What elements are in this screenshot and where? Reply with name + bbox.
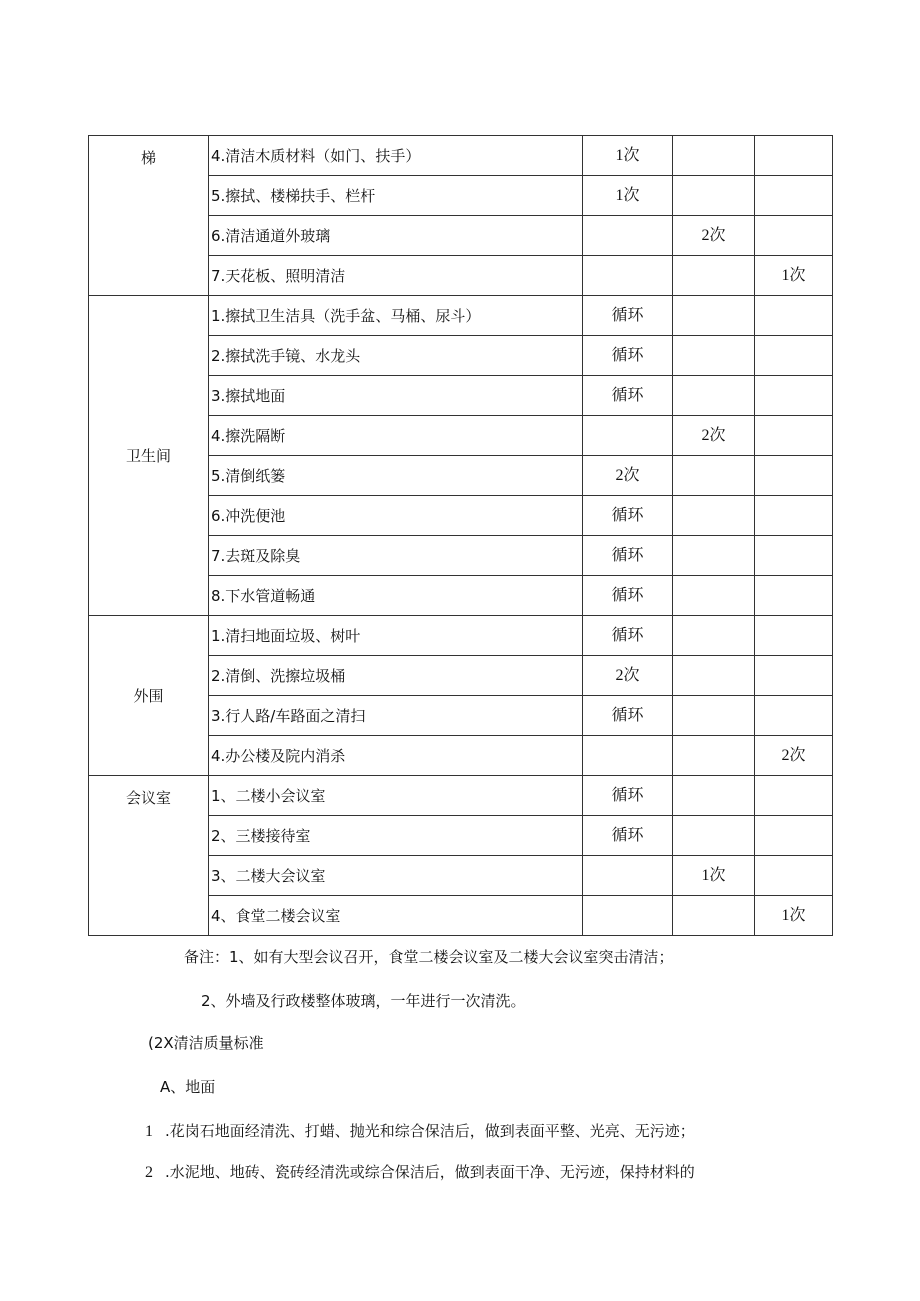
frequency-cell-3: 2次: [755, 736, 833, 776]
frequency-cell-1: 循环: [583, 696, 673, 736]
paragraph-2-number: 2: [145, 1164, 153, 1181]
note-line-1: 备注：1、如有大型会议召开，食堂二楼会议室及二楼大会议室突击清洁；: [184, 948, 674, 966]
table-row: [89, 136, 833, 176]
item-cell: 5.清倒纸篓: [209, 456, 583, 496]
frequency-cell-2: [673, 136, 755, 176]
frequency-cell-2: [673, 296, 755, 336]
area-cell: 会议室: [89, 776, 209, 936]
frequency-cell-1: [583, 896, 673, 936]
frequency-cell-3: 1次: [755, 256, 833, 296]
frequency-cell-2: [673, 456, 755, 496]
item-cell: 1.擦拭卫生洁具（洗手盆、马桶、尿斗）: [209, 296, 583, 336]
frequency-cell-3: [755, 416, 833, 456]
paragraph-1: [145, 1120, 695, 1141]
item-cell: 2.擦拭洗手镜、水龙头: [209, 336, 583, 376]
frequency-cell-3: [755, 296, 833, 336]
frequency-cell-2: [673, 776, 755, 816]
frequency-cell-2: [673, 696, 755, 736]
frequency-cell-2: [673, 176, 755, 216]
frequency-cell-2: [673, 656, 755, 696]
frequency-cell-2: [673, 336, 755, 376]
item-cell: 3.行人路/车路面之清扫: [209, 696, 583, 736]
frequency-cell-3: [755, 176, 833, 216]
item-cell: 8.下水管道畅通: [209, 576, 583, 616]
item-cell: 2、三楼接待室: [209, 816, 583, 856]
item-cell: 3.擦拭地面: [209, 376, 583, 416]
frequency-cell-3: [755, 336, 833, 376]
frequency-cell-2: [673, 376, 755, 416]
frequency-cell-2: [673, 896, 755, 936]
frequency-cell-1: [583, 256, 673, 296]
frequency-cell-1: 2次: [583, 456, 673, 496]
frequency-cell-1: 循环: [583, 496, 673, 536]
frequency-cell-3: [755, 216, 833, 256]
frequency-cell-2: [673, 816, 755, 856]
frequency-cell-1: [583, 736, 673, 776]
frequency-cell-1: 循环: [583, 536, 673, 576]
frequency-cell-1: [583, 856, 673, 896]
frequency-cell-1: 循环: [583, 376, 673, 416]
item-cell: 4.清洁木质材料（如门、扶手）: [209, 136, 583, 176]
section-heading: (2X清洁质量标准: [148, 1034, 264, 1052]
frequency-cell-2: [673, 256, 755, 296]
area-cell: 卫生间: [89, 296, 209, 616]
item-cell: 3、二楼大会议室: [209, 856, 583, 896]
frequency-cell-2: [673, 576, 755, 616]
item-cell: 1.清扫地面垃圾、树叶: [209, 616, 583, 656]
frequency-cell-2: 2次: [673, 216, 755, 256]
table-row: [89, 616, 833, 656]
paragraph-2-text: .水泥地、地砖、瓷砖经清洗或综合保洁后，做到表面干净、无污迹，保持材料的: [165, 1163, 695, 1181]
item-cell: 4.办公楼及院内消杀: [209, 736, 583, 776]
frequency-cell-3: [755, 816, 833, 856]
frequency-cell-1: [583, 216, 673, 256]
frequency-cell-3: [755, 496, 833, 536]
table-body: [89, 136, 833, 936]
frequency-cell-2: [673, 616, 755, 656]
section-subheading: A、地面: [160, 1078, 216, 1096]
frequency-cell-3: [755, 656, 833, 696]
item-cell: 2.清倒、洗擦垃圾桶: [209, 656, 583, 696]
item-cell: 7.去斑及除臭: [209, 536, 583, 576]
area-cell: 梯: [89, 136, 209, 296]
frequency-cell-1: 1次: [583, 176, 673, 216]
frequency-cell-2: [673, 736, 755, 776]
table-row: [89, 776, 833, 816]
cleaning-schedule-table: [88, 135, 833, 936]
frequency-cell-1: 循环: [583, 816, 673, 856]
frequency-cell-3: [755, 576, 833, 616]
item-cell: 4.擦洗隔断: [209, 416, 583, 456]
frequency-cell-3: [755, 456, 833, 496]
frequency-cell-3: [755, 856, 833, 896]
frequency-cell-1: [583, 416, 673, 456]
frequency-cell-2: 2次: [673, 416, 755, 456]
table-row: [89, 296, 833, 336]
frequency-cell-1: 循环: [583, 296, 673, 336]
frequency-cell-1: 循环: [583, 576, 673, 616]
paragraph-1-number: 1: [145, 1123, 153, 1140]
item-cell: 6.冲洗便池: [209, 496, 583, 536]
frequency-cell-1: 2次: [583, 656, 673, 696]
item-cell: 5.擦拭、楼梯扶手、栏杆: [209, 176, 583, 216]
frequency-cell-1: 循环: [583, 616, 673, 656]
frequency-cell-2: 1次: [673, 856, 755, 896]
item-cell: 6.清洁通道外玻璃: [209, 216, 583, 256]
frequency-cell-3: [755, 376, 833, 416]
frequency-cell-3: [755, 696, 833, 736]
paragraph-2: [145, 1161, 695, 1182]
frequency-cell-1: 循环: [583, 776, 673, 816]
frequency-cell-3: [755, 136, 833, 176]
frequency-cell-2: [673, 536, 755, 576]
note-line-2: 2、外墙及行政楼整体玻璃，一年进行一次清洗。: [201, 992, 526, 1010]
frequency-cell-3: 1次: [755, 896, 833, 936]
frequency-cell-3: [755, 776, 833, 816]
frequency-cell-1: 循环: [583, 336, 673, 376]
frequency-cell-3: [755, 536, 833, 576]
frequency-cell-3: [755, 616, 833, 656]
frequency-cell-1: 1次: [583, 136, 673, 176]
item-cell: 4、食堂二楼会议室: [209, 896, 583, 936]
paragraph-1-text: .花岗石地面经清洗、打蜡、抛光和综合保洁后，做到表面平整、光亮、无污迹；: [165, 1122, 695, 1140]
item-cell: 1、二楼小会议室: [209, 776, 583, 816]
item-cell: 7.天花板、照明清洁: [209, 256, 583, 296]
area-cell: 外围: [89, 616, 209, 776]
frequency-cell-2: [673, 496, 755, 536]
